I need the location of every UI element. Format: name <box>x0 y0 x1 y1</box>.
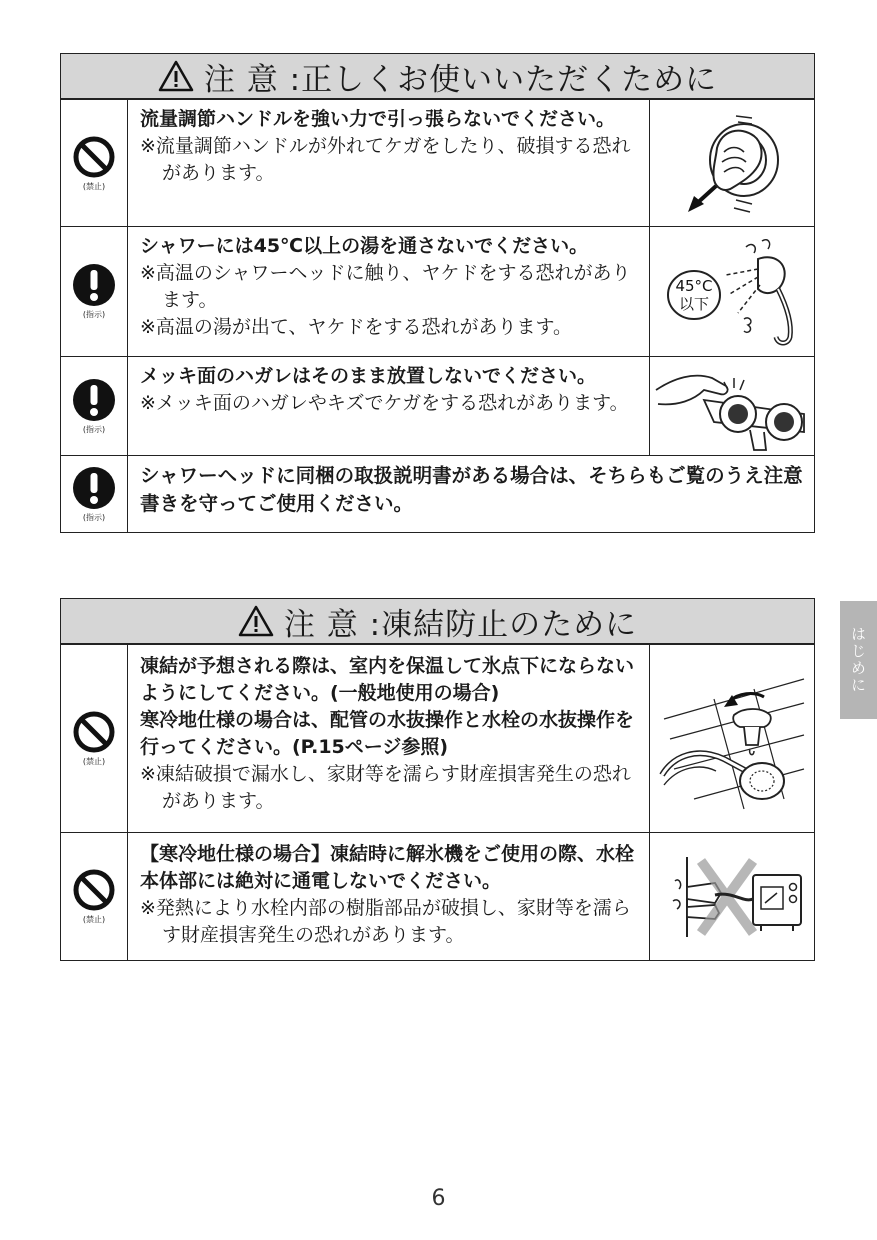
icon-caption: (禁止) <box>82 757 106 766</box>
temp-label-suffix: 以下 <box>678 294 710 313</box>
shower-head-illustration <box>650 227 814 356</box>
caution-row <box>61 226 814 356</box>
de-icer-prohibited-illustration <box>650 833 814 960</box>
page-number: 6 <box>431 1186 446 1211</box>
instruction-icon <box>72 466 116 510</box>
caution-title: 注 意 :正しくお使いいただくために <box>203 61 718 98</box>
caution-row <box>61 99 814 226</box>
caution-header <box>61 54 814 99</box>
icon-caption: (指示) <box>82 424 106 434</box>
icon-cell <box>61 833 128 960</box>
instruction-icon <box>72 263 116 307</box>
row-heading: シャワーヘッドに同梱の取扱説明書がある場合は、そちらもご覧のうえ注意書きを守ってご使用ください。 <box>140 464 803 515</box>
caution-header <box>61 599 814 644</box>
row-heading: 凍結が予想される際は、室内を保温して氷点下にならないようにしてください。(一般地使用の場合) <box>140 655 635 704</box>
prohibition-icon <box>72 135 116 179</box>
row-heading: メッキ面のハガレはそのまま放置しないでください。 <box>140 365 597 387</box>
icon-caption: (禁止) <box>82 915 106 924</box>
caution-title: 注 意 :凍結防止のために <box>283 606 638 643</box>
icon-cell <box>61 357 128 455</box>
prohibition-icon <box>72 868 116 912</box>
caution-row <box>61 644 814 832</box>
icon-cell <box>61 100 128 226</box>
warning-triangle-icon <box>238 605 274 637</box>
icon-caption: (指示) <box>82 512 106 522</box>
handle-pull-illustration <box>650 100 814 226</box>
row-note: ※高温の湯が出て、ヤケドをする恐れがあります。 <box>140 316 573 338</box>
caution-box-freeze <box>60 598 815 961</box>
icon-cell <box>61 645 128 832</box>
prohibition-icon <box>72 710 116 754</box>
instruction-icon <box>72 378 116 422</box>
row-heading-cold-region: 寒冷地仕様の場合は、配管の水抜操作と水栓の水抜操作を行ってください。(P.15ページ参照) <box>140 709 635 758</box>
row-note: ※凍結破損で漏水し、家財等を濡らす財産損害発生の恐れがあります。 <box>140 763 631 812</box>
row-heading: 【寒冷地仕様の場合】凍結時に解氷機をご使用の際、水栓本体部には絶対に通電しないでください。 <box>140 843 635 892</box>
row-heading: 流量調節ハンドルを強い力で引っ張らないでください。 <box>140 108 616 130</box>
plated-faucet-illustration <box>650 357 814 455</box>
row-note: ※メッキ面のハガレやキズでケガをする恐れがあります。 <box>140 392 629 414</box>
row-note: ※流量調節ハンドルが外れてケガをしたり、破損する恐れがあります。 <box>140 135 631 184</box>
icon-caption: (指示) <box>82 310 106 319</box>
temp-label: 45°C <box>675 276 713 295</box>
caution-row <box>61 356 814 455</box>
icon-caption: (禁止) <box>82 181 106 191</box>
row-note: ※高温のシャワーヘッドに触り、ヤケドをする恐れがあります。 <box>140 262 631 311</box>
warning-triangle-icon <box>158 60 194 92</box>
row-note: ※発熱により水栓内部の樹脂部品が破損し、家財等を濡らす財産損害発生の恐れがあります。 <box>140 897 631 946</box>
icon-cell <box>61 456 128 532</box>
caution-row <box>61 832 814 960</box>
row-heading: シャワーには45℃以上の湯を通さないでください。 <box>140 235 589 257</box>
section-tab[interactable]: はじめに <box>840 601 877 719</box>
icon-cell <box>61 227 128 356</box>
caution-box-usage <box>60 53 815 533</box>
caution-row <box>61 455 814 532</box>
faucet-drain-illustration <box>650 645 814 832</box>
